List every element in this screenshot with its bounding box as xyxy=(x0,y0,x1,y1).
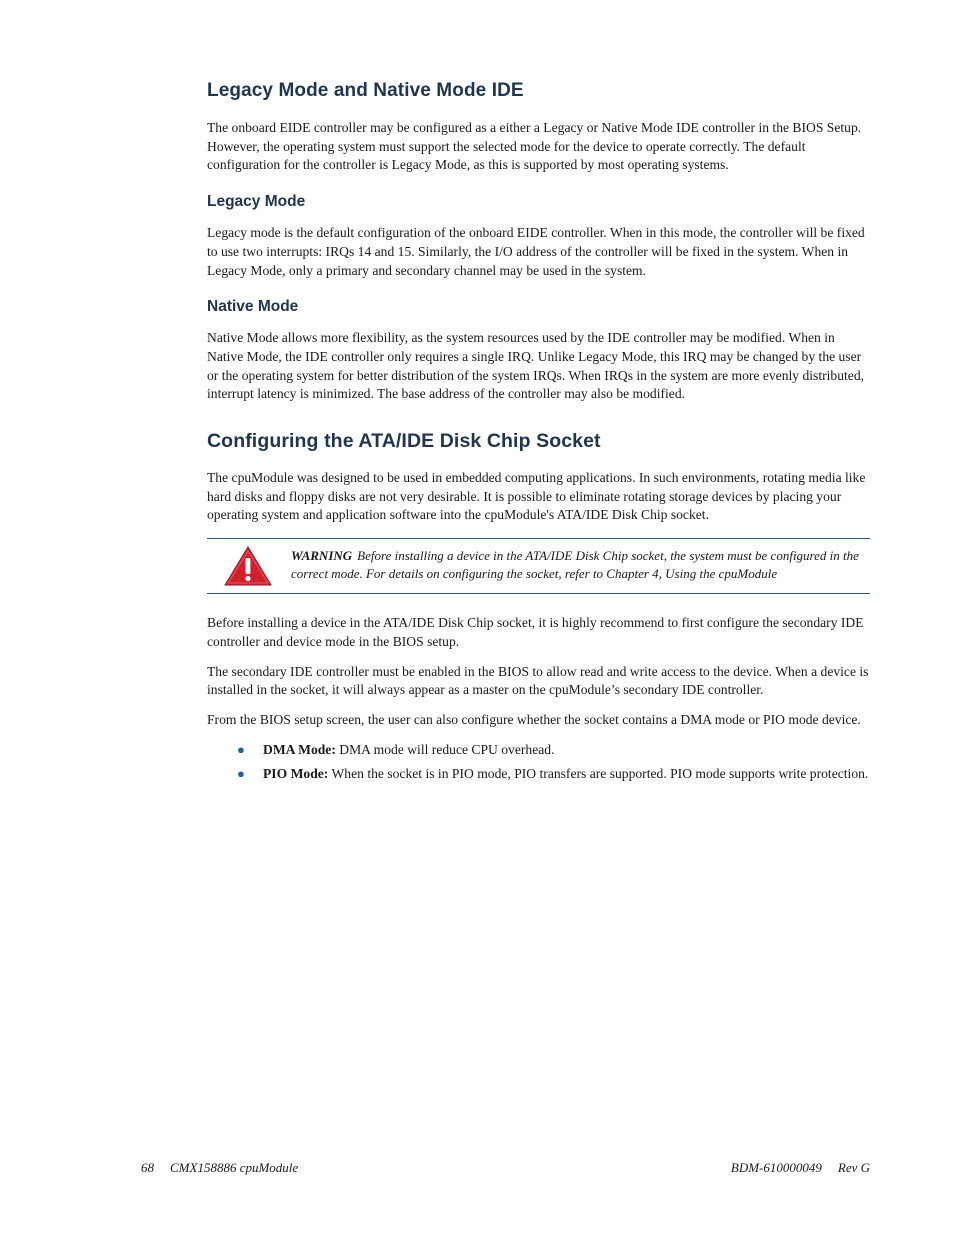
bullet-term: DMA Mode: xyxy=(263,741,336,757)
warning-callout xyxy=(207,538,870,594)
footer-right xyxy=(731,1160,870,1176)
footer-left xyxy=(141,1160,298,1176)
page-content xyxy=(207,78,870,790)
footer-doc-number: BDM-610000049 xyxy=(730,1160,822,1175)
bullet-term: PIO Mode: xyxy=(263,766,329,782)
list-item-pio-mode xyxy=(207,765,870,784)
bullet-text: DMA mode will reduce CPU overhead. xyxy=(335,741,555,757)
paragraph-intro: The onboard EIDE controller may be configured as a either a Legacy or Native Mode IDE controller in the BIOS Setup. However, the operating system must support the selected mode for the device to operate correctly. The default configuration for the controller is Legacy Mode, as this is supported by most operating systems. xyxy=(207,120,862,173)
footer-page-number: 68 xyxy=(141,1160,154,1175)
footer-product-name: CMX158886 cpuModule xyxy=(170,1160,299,1175)
subheading-native-mode: Native Mode xyxy=(207,298,299,316)
bullet-dot-icon: ● xyxy=(237,741,245,757)
paragraph-native-mode: Native Mode allows more flexibility, as the system resources used by the IDE controller may be modified. When in Native Mode, the IDE controller only requires a single IRQ. Unlike Legacy Mode, this IRQ may be changed by the user or the operating system for better distribution of the system IRQs. When IRQs in the system are more evenly distributed, interrupt latency is minimized. The base address of the controller may also be modified. xyxy=(207,330,865,402)
subheading-legacy-mode: Legacy Mode xyxy=(207,193,306,211)
warning-triangle-icon xyxy=(224,546,272,586)
paragraph-legacy-mode: Legacy mode is the default configuration of the onboard EIDE controller. When in this mode, the controller will be fixed to use two interrupts: IRQs 14 and 15. Similarly, the I/O address of the controller will be fixed in the system. When in Legacy Mode, only a primary and secondary channel may be used in the system. xyxy=(207,225,865,278)
bullet-dot-icon: ● xyxy=(237,766,245,782)
mode-bullet-list xyxy=(207,741,870,784)
paragraph-config-intro: The cpuModule was designed to be used in embedded computing applications. In such environments, rotating media like hard disks and floppy disks are not very desirable. It is possible to eliminate rotating storage devices by placing your operating system and application software into the cpuModule's ATA/IDE Disk Chip socket. xyxy=(207,470,866,523)
section-heading-legacy-native: Legacy Mode and Native Mode IDE xyxy=(207,80,524,101)
bullet-text: When the socket is in PIO mode, PIO transfers are supported. PIO mode supports write protection. xyxy=(328,766,869,782)
warning-message: Before installing a device in the ATA/IDE Disk Chip socket, the system must be configured in the correct mode. For details on configuring the socket, refer to Chapter 4, Using the cpuModule xyxy=(291,548,859,582)
warning-label: WARNING xyxy=(291,548,353,564)
footer-revision: Rev G xyxy=(837,1160,870,1175)
section-heading-configuring-socket: Configuring the ATA/IDE Disk Chip Socket xyxy=(207,430,601,453)
list-item-dma-mode xyxy=(207,741,870,760)
paragraph-before-installing: Before installing a device in the ATA/IDE Disk Chip socket, it is highly recommend to first configure the secondary IDE controller and device mode in the BIOS setup. xyxy=(207,615,864,649)
paragraph-bios-setup: From the BIOS setup screen, the user can also configure whether the socket contains a DMA mode or PIO mode device. xyxy=(207,711,861,727)
paragraph-secondary-controller: The secondary IDE controller must be enabled in the BIOS to allow read and write access to the device. When a device is installed in the socket, it will always appear as a master on the cpuModule’s secondary IDE controller. xyxy=(207,663,869,698)
warning-text-block xyxy=(291,547,871,583)
